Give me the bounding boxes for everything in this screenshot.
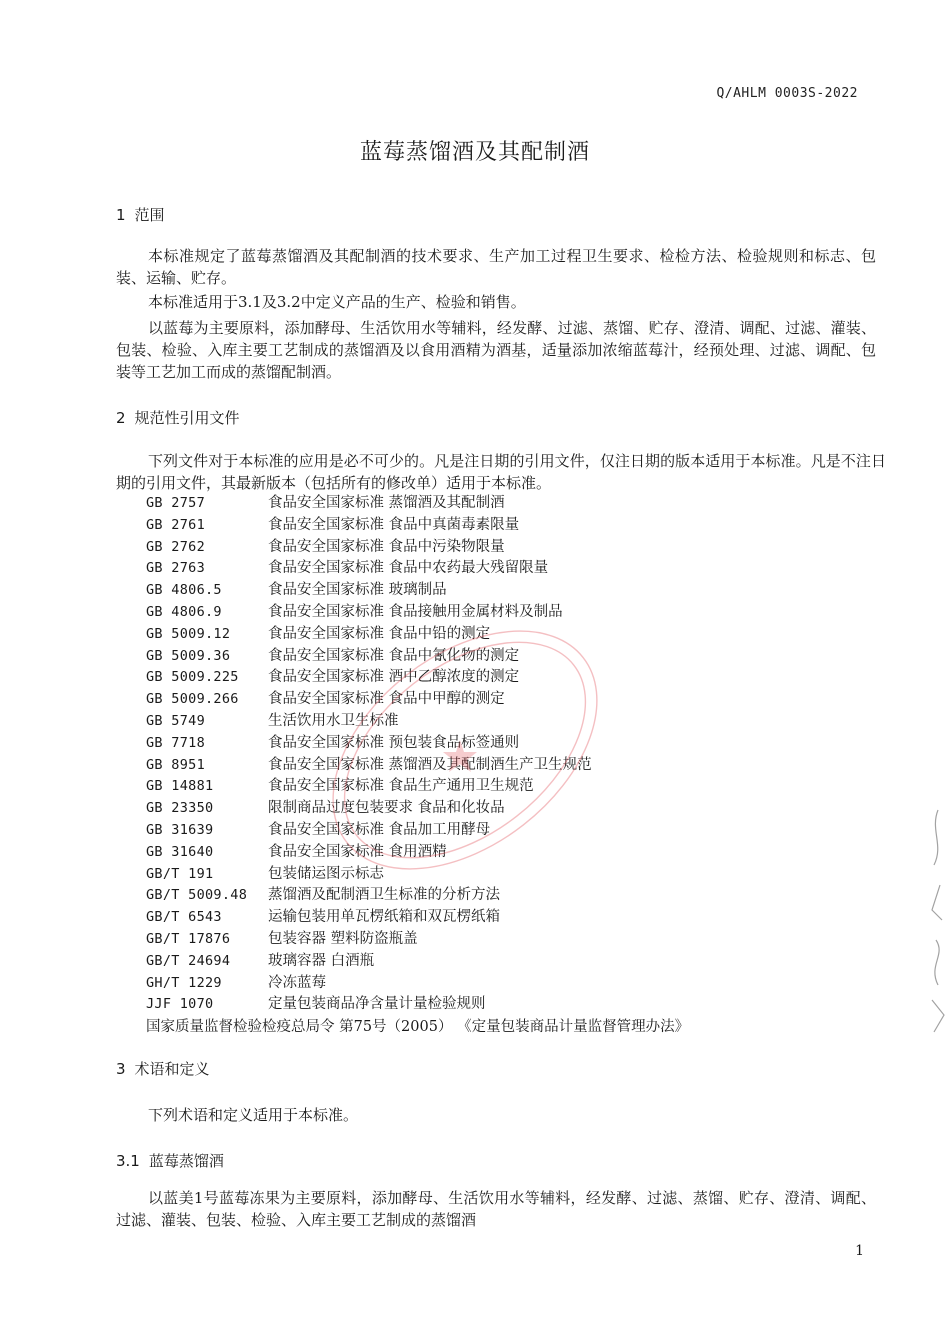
reference-code: GB 5009.225 [146,669,239,686]
page-number: 1 [855,1243,864,1259]
reference-code: GB 7718 [146,734,205,751]
reference-row [146,537,846,559]
reference-title: 定量包装商品净含量计量检验规则 [268,996,486,1013]
reference-row [146,711,846,733]
section-title: 术语和定义 [134,1060,210,1078]
reference-code: GB 31640 [146,843,214,860]
reference-title: 食品安全国家标准 食品中铅的测定 [268,625,491,642]
reference-regulation: 国家质量监督检验检疫总局令 第75号（2005） 《定量包装商品计量监督管理办法》 [146,1019,690,1036]
reference-row [146,864,846,886]
reference-title: 包装容器 塑料防盗瓶盖 [268,930,418,947]
reference-row [146,973,846,995]
reference-code: GB 5749 [146,712,205,729]
reference-row [146,929,846,951]
reference-row [146,820,846,842]
reference-row [146,885,846,907]
reference-row [146,515,846,537]
reference-code: GB 5009.36 [146,647,231,664]
section-1-heading [116,204,165,225]
reference-title: 包装储运图示标志 [268,865,384,882]
section-3-1-paragraph: 以蓝美1号蓝莓冻果为主要原料，添加酵母、生活饮用水等辅料，经发酵、过滤、蒸馏、贮存、澄清、调配、过滤、灌装、包装、检验、入库主要工艺制成的蒸馏酒 [116,1189,876,1229]
reference-row [146,776,846,798]
section-3-1-heading [116,1150,224,1171]
reference-title: 食品安全国家标准 食品中甲醇的测定 [268,691,505,708]
reference-code: GB 4806.5 [146,582,222,599]
reference-code: GB 2762 [146,538,205,555]
reference-title: 食品安全国家标准 酒中乙醇浓度的测定 [268,669,520,686]
reference-title: 食品安全国家标准 食品加工用酵母 [268,821,491,838]
document-title: 蓝莓蒸馏酒及其配制酒 [359,140,590,165]
reference-code: GB 2763 [146,560,205,577]
reference-row [146,624,846,646]
reference-row [146,951,846,973]
section-1-paragraph-1: 本标准规定了蓝莓蒸馏酒及其配制酒的技术要求、生产加工过程卫生要求、检检方法、检验规则和标志、包装、运输、贮存。 [116,247,876,287]
reference-title: 食品安全国家标准 食用酒精 [268,843,447,860]
standard-code: Q/AHLM 0003S-2022 [716,86,858,101]
section-title: 规范性引用文件 [134,409,240,427]
reference-row [146,493,846,515]
reference-title: 食品安全国家标准 食品接触用金属材料及制品 [268,603,563,620]
section-3-intro: 下列术语和定义适用于本标准。 [148,1106,359,1124]
reference-row [146,558,846,580]
reference-row [146,907,846,929]
section-1-paragraph-3: 以蓝莓为主要原料，添加酵母、生活饮用水等辅料，经发酵、过滤、蒸馏、贮存、澄清、调配、过滤、灌装、包装、检验、入库主要工艺制成的蒸馏酒及以食用酒精为酒基，适量添加浓缩蓝莓汁，经预处理、过滤、调配、包装等工艺加工而成的蒸馏配制酒。 [116,319,876,381]
reference-title: 食品安全国家标准 食品中污染物限量 [268,538,505,555]
reference-row [146,755,846,777]
reference-row [146,842,846,864]
reference-row [146,667,846,689]
reference-title: 食品安全国家标准 预包装食品标签通则 [268,734,520,751]
reference-title: 蒸馏酒及配制酒卫生标准的分析方法 [268,887,500,904]
section-number: 3 [116,1060,126,1078]
reference-code: GB 2761 [146,516,205,533]
section-number: 1 [116,206,126,224]
reference-row [146,602,846,624]
reference-title: 食品安全国家标准 食品中氰化物的测定 [268,647,520,664]
reference-code: GH/T 1229 [146,974,222,991]
reference-code: GB/T 6543 [146,909,222,926]
reference-title: 食品安全国家标准 食品中农药最大残留限量 [268,560,549,577]
section-number: 2 [116,409,126,427]
reference-code: GB 5009.12 [146,625,231,642]
reference-title: 玻璃容器 白酒瓶 [268,952,375,969]
reference-title: 运输包装用单瓦楞纸箱和双瓦楞纸箱 [268,909,500,926]
reference-code: GB/T 191 [146,865,214,882]
reference-code: JJF 1070 [146,996,214,1013]
reference-row [146,580,846,602]
reference-code: GB 2757 [146,495,205,511]
reference-title: 冷冻蓝莓 [268,974,326,991]
reference-code: GB 14881 [146,778,214,795]
reference-row [146,689,846,711]
reference-title: 食品安全国家标准 食品生产通用卫生规范 [268,778,534,795]
reference-code: GB/T 5009.48 [146,887,248,904]
reference-row [146,994,846,1016]
reference-code: GB/T 24694 [146,952,231,969]
section-title: 范围 [134,206,165,224]
reference-title: 食品安全国家标准 蒸馏酒及其配制酒生产卫生规范 [268,756,592,773]
reference-title: 限制商品过度包装要求 食品和化妆品 [268,800,505,817]
reference-title: 生活饮用水卫生标准 [268,712,399,729]
reference-title: 食品安全国家标准 食品中真菌毒素限量 [268,516,520,533]
reference-code: GB 23350 [146,800,214,817]
section-2-heading [116,407,240,428]
reference-title: 食品安全国家标准 蒸馏酒及其配制酒 [268,495,505,511]
section-2-intro: 下列文件对于本标准的应用是必不可少的。凡是注日期的引用文件，仅注日期的版本适用于本标准。凡是不注日期的引用文件，其最新版本（包括所有的修改单）适用于本标准。 [116,452,886,492]
reference-row [146,798,846,820]
section-number: 3.1 [116,1152,140,1170]
reference-code: GB 4806.9 [146,603,222,620]
reference-code: GB 5009.266 [146,691,239,708]
section-title: 蓝莓蒸馏酒 [148,1152,224,1170]
normative-references-list [146,493,846,1038]
reference-code: GB 31639 [146,821,214,838]
reference-row [146,733,846,755]
section-1-paragraph-2: 本标准适用于3.1及3.2中定义产品的生产、检验和销售。 [148,293,526,311]
reference-title: 食品安全国家标准 玻璃制品 [268,582,447,599]
reference-code: GB/T 17876 [146,930,231,947]
reference-row [146,646,846,668]
section-3-heading [116,1058,210,1079]
reference-code: GB 8951 [146,756,205,773]
margin-scribble [920,790,950,1040]
